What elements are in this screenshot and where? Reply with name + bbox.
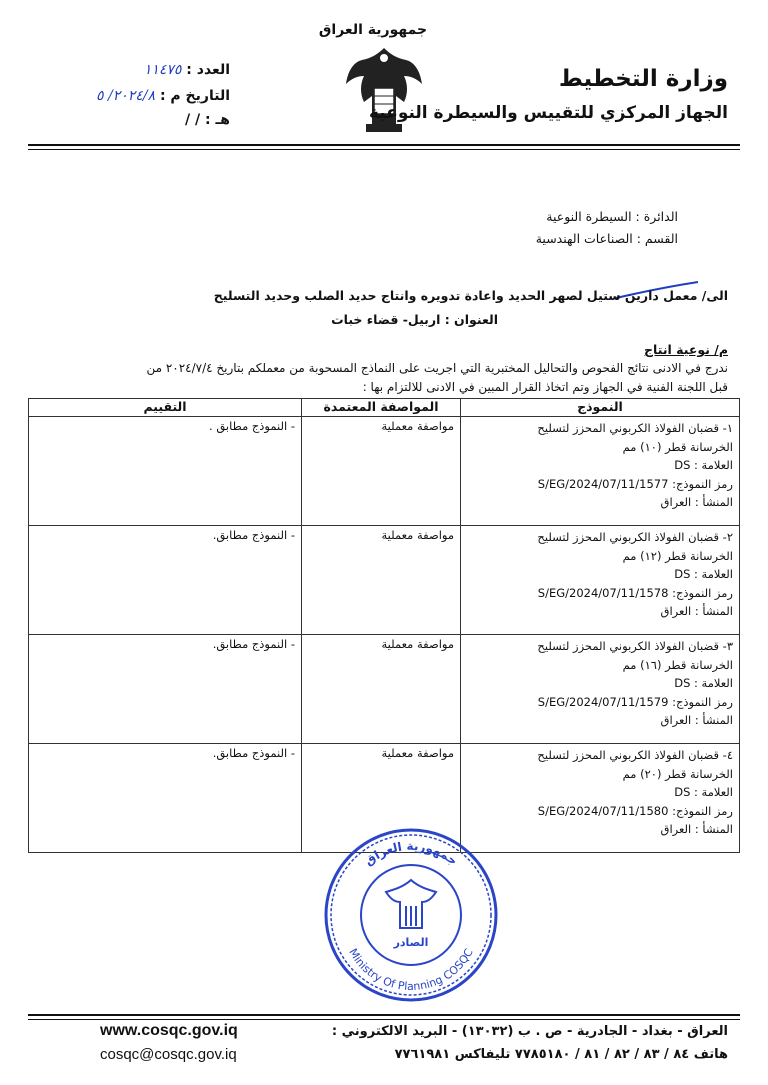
stamp-top-text: جمهورية العراق: [361, 838, 461, 869]
country-name: جمهورية العراق: [318, 22, 428, 38]
sample-cell: [461, 417, 740, 526]
reference-date-value: ٢٠٢٤/٨/ ٥: [96, 88, 156, 104]
footer-email[interactable]: cosqc@cosqc.gov.iq: [100, 1046, 237, 1063]
reference-number-value: ١١٤٧٥: [143, 62, 182, 78]
sample-code-label: رمز النموذج:: [672, 476, 733, 491]
sample-mark: العلامة : DS: [674, 458, 733, 472]
evaluation-cell: - النموذج مطابق .: [29, 417, 302, 526]
reference-date: [45, 88, 230, 104]
footer-phones: هاتف ٨٤ / ٨٣ / ٨٢ / ٨١ / ٧٧٨٥١٨٠ تليفاكس ٧٧٦١٩٨١: [394, 1047, 728, 1062]
evaluation-cell: - النموذج مطابق.: [29, 744, 302, 853]
sample-code-line: [467, 693, 733, 712]
sample-title: ٣- قضبان الفولاذ الكربوني المحزز لتسليح: [537, 639, 733, 653]
sample-title-continued: الخرسانة قطر (١٠) مم: [622, 439, 733, 454]
specification-cell: مواصفة معملية: [302, 417, 461, 526]
sample-origin: المنشأ : العراق: [660, 495, 733, 509]
sample-mark: العلامة : DS: [674, 567, 733, 581]
sample-title-continued: الخرسانة قطر (٢٠) مم: [622, 766, 733, 781]
stamp-bottom-text: Ministry Of Planning COSQC: [346, 946, 476, 994]
recipient-line: الى/ معمل دارين ستيل لصهر الحديد واعادة تدويره وانتاج حديد الصلب وحديد التسليح: [213, 288, 728, 303]
header-sample: النموذج: [461, 399, 740, 417]
table-row: [29, 635, 740, 744]
reference-number-label: العدد :: [186, 62, 230, 78]
reference-number: [60, 62, 230, 78]
sample-mark: العلامة : DS: [674, 676, 733, 690]
ministry-name: وزارة التخطيط: [558, 66, 728, 92]
official-seal-stamp-icon: [322, 826, 500, 1004]
sample-origin: المنشأ : العراق: [660, 822, 733, 836]
subject-line: م/ نوعية انتاج: [644, 342, 728, 357]
stamp-center-text: الصادر: [393, 936, 429, 949]
sample-code-label: رمز النموذج:: [672, 803, 733, 818]
sample-code-line: [467, 475, 733, 494]
sample-code-line: [467, 584, 733, 603]
intro-paragraph-line-1: ندرج في الادنى نتائج الفحوص والتحاليل المختبرية التي اجريت على النماذج المسحوبة من معملكم بتاريخ ٢٠٢٤/٧/٤ من: [146, 361, 728, 375]
table-row: [29, 417, 740, 526]
specification-cell: مواصفة معملية: [302, 744, 461, 853]
sample-code: S/EG/2024/07/11/1577: [537, 476, 669, 491]
evaluation-cell: - النموذج مطابق.: [29, 526, 302, 635]
agency-name: الجهاز المركزي للتقييس والسيطرة النوعية: [368, 103, 728, 123]
section-line: القسم : الصناعات الهندسية: [535, 231, 678, 246]
header-evaluation: التقييم: [29, 399, 302, 417]
sample-title-continued: الخرسانة قطر (١٢) مم: [622, 548, 733, 563]
evaluation-cell: - النموذج مطابق.: [29, 635, 302, 744]
intro-paragraph-line-2: قبل اللجنة الفنية في الجهاز وتم اتخاذ القرار المبين في الادنى للالتزام بها :: [362, 380, 728, 394]
sample-cell: [461, 744, 740, 853]
address-line: العنوان : اربيل- قضاء خبات: [331, 312, 498, 327]
department-line: الدائرة : السيطرة النوعية: [546, 209, 678, 224]
specification-cell: مواصفة معملية: [302, 526, 461, 635]
footer-address: العراق - بغداد - الجادرية - ص . ب (١٣٠٣٢) - البريد الالكتروني :: [331, 1024, 728, 1039]
reference-hijri-label: هـ :: [205, 112, 230, 128]
sample-title: ٢- قضبان الفولاذ الكربوني المحزز لتسليح: [537, 530, 733, 544]
footer-divider-top: [28, 1014, 740, 1016]
sample-code: S/EG/2024/07/11/1580: [537, 803, 669, 818]
results-table: [28, 398, 740, 853]
footer-website[interactable]: www.cosqc.gov.iq: [100, 1022, 238, 1039]
table-row: [29, 526, 740, 635]
header-divider-top: [28, 144, 740, 146]
table-header-row: [29, 399, 740, 417]
footer-divider-bottom: [28, 1019, 740, 1020]
header-specification: المواصفة المعتمدة: [302, 399, 461, 417]
sample-code: S/EG/2024/07/11/1579: [537, 694, 669, 709]
reference-hijri-date: [80, 112, 230, 128]
sample-cell: [461, 526, 740, 635]
specification-cell: مواصفة معملية: [302, 635, 461, 744]
sample-origin: المنشأ : العراق: [660, 713, 733, 727]
reference-date-label: التاريخ م :: [159, 88, 230, 104]
reference-hijri-value: / /: [185, 112, 201, 128]
sample-origin: المنشأ : العراق: [660, 604, 733, 618]
sample-code-line: [467, 802, 733, 821]
header-divider-bottom: [28, 149, 740, 150]
sample-title: ١- قضبان الفولاذ الكربوني المحزز لتسليح: [537, 421, 733, 435]
sample-code-label: رمز النموذج:: [672, 585, 733, 600]
sample-code: S/EG/2024/07/11/1578: [537, 585, 669, 600]
sample-title: ٤- قضبان الفولاذ الكربوني المحزز لتسليح: [537, 748, 733, 762]
sample-code-label: رمز النموذج:: [672, 694, 733, 709]
sample-mark: العلامة : DS: [674, 785, 733, 799]
sample-cell: [461, 635, 740, 744]
sample-title-continued: الخرسانة قطر (١٦) مم: [622, 657, 733, 672]
